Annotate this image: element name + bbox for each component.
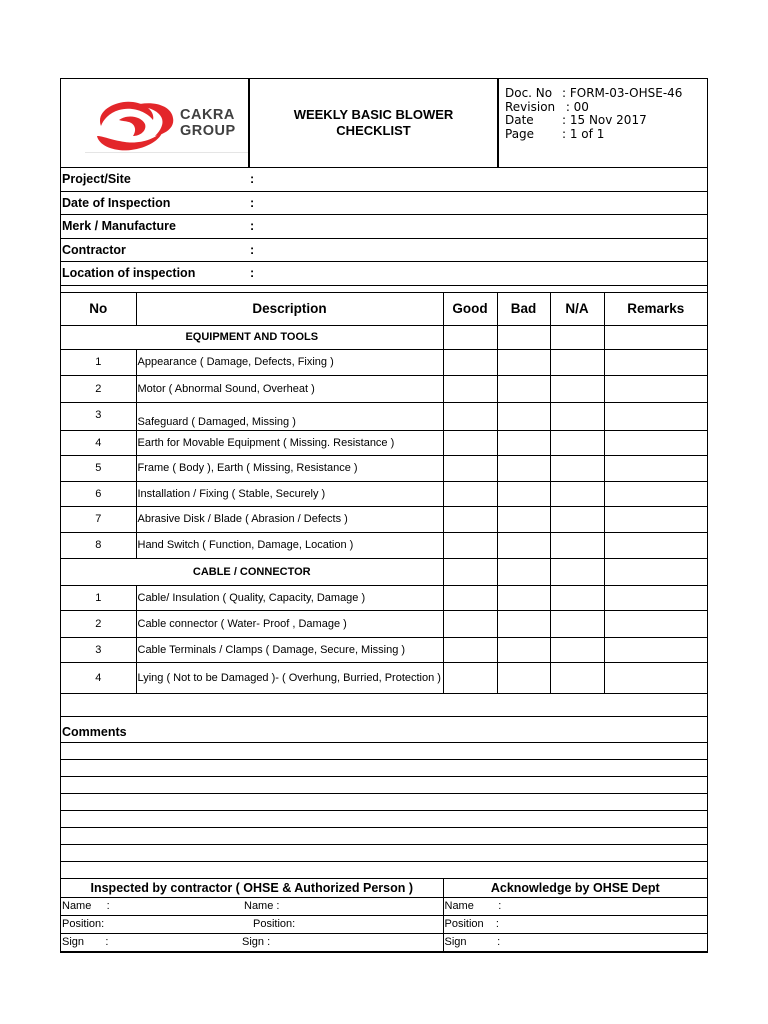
info-row-location[interactable] [61,262,707,286]
signature-row-position[interactable] [61,915,707,933]
blank-cell [61,693,707,716]
bad-cell [497,325,550,349]
col-header-na: N/A [550,293,604,326]
comment-line[interactable] [61,759,707,776]
item-no: 5 [61,455,136,481]
bad-checkbox[interactable] [497,585,550,610]
blank-row [61,693,707,716]
comment-line[interactable] [61,861,707,878]
info-row-manufacture[interactable] [61,215,707,239]
na-checkbox[interactable] [550,610,604,637]
spacer-row [61,286,707,293]
good-checkbox[interactable] [443,402,497,430]
item-description: Safeguard ( Damaged, Missing ) [136,402,443,430]
info-colon: : [250,219,255,234]
bad-checkbox[interactable] [497,637,550,662]
good-checkbox[interactable] [443,637,497,662]
section-title: EQUIPMENT AND TOOLS [61,325,443,349]
inspector-sign-field[interactable] [61,933,443,951]
na-checkbox[interactable] [550,637,604,662]
contractor-name-label: Name : [62,900,110,912]
meta-key: Date [505,113,534,127]
col-header-remarks: Remarks [604,293,707,326]
item-description: Cable/ Insulation ( Quality, Capacity, Damage ) [136,585,443,610]
sig-inner [62,900,443,912]
table-row [61,481,707,506]
meta-row [505,114,707,128]
remarks-cell [604,325,707,349]
comment-line[interactable] [61,776,707,793]
col-header-good: Good [443,293,497,326]
meta-row [505,128,707,142]
comment-line[interactable] [61,793,707,810]
remarks-field[interactable] [604,506,707,532]
bad-checkbox[interactable] [497,662,550,693]
na-checkbox[interactable] [550,375,604,402]
item-no: 1 [61,585,136,610]
item-no: 8 [61,532,136,558]
item-no: 1 [61,349,136,375]
inspector-position-field[interactable] [61,915,443,933]
info-label: Project/Site [62,172,131,187]
meta-row [505,87,707,101]
col-header-no: No [61,293,136,326]
form-title [250,79,499,167]
comment-line-cell[interactable] [61,793,707,810]
bad-checkbox[interactable] [497,455,550,481]
item-no: 2 [61,375,136,402]
table-row [61,402,707,430]
meta-row [505,101,707,115]
col-header-bad: Bad [497,293,550,326]
meta-value: : 00 [562,99,589,114]
good-checkbox[interactable] [443,455,497,481]
signature-row-sign[interactable] [61,933,707,951]
table-row [61,455,707,481]
comment-line-cell[interactable] [61,827,707,844]
meta-key: Revision [505,99,556,114]
good-checkbox[interactable] [443,481,497,506]
info-label: Merk / Manufacture [62,219,176,234]
comment-line[interactable] [61,844,707,861]
bad-checkbox[interactable] [497,481,550,506]
remarks-field[interactable] [604,637,707,662]
comments-label: Comments [61,716,707,742]
logo-line2: GROUP [180,123,236,139]
item-no: 6 [61,481,136,506]
item-description: Cable connector ( Water- Proof , Damage ) [136,610,443,637]
signature-row-name[interactable] [61,897,707,915]
good-checkbox[interactable] [443,349,497,375]
logo-line1: CAKRA [180,107,235,123]
title-line1: WEEKLY BASIC BLOWER [293,107,454,122]
bad-checkbox[interactable] [497,506,550,532]
item-description: Motor ( Abnormal Sound, Overheat ) [136,375,443,402]
document-meta [499,79,707,167]
comment-line-cell[interactable] [61,776,707,793]
remarks-cell [604,558,707,585]
bad-checkbox[interactable] [497,349,550,375]
comment-line-cell[interactable] [61,810,707,827]
good-cell [443,325,497,349]
bad-cell [497,558,550,585]
remarks-field[interactable] [604,402,707,430]
item-no: 2 [61,610,136,637]
comment-line[interactable] [61,810,707,827]
remarks-field[interactable] [604,349,707,375]
remarks-field[interactable] [604,455,707,481]
bad-checkbox[interactable] [497,610,550,637]
na-checkbox[interactable] [550,455,604,481]
company-logo [61,79,250,167]
authorized-name-label: Name : [244,900,280,912]
title-line2: CHECKLIST [336,123,411,138]
bad-checkbox[interactable] [497,402,550,430]
info-colon: : [250,242,255,257]
na-checkbox[interactable] [550,349,604,375]
bad-checkbox[interactable] [497,430,550,455]
contractor-sign-label: Sign : [62,936,109,948]
meta-value: : 1 of 1 [562,126,605,141]
remarks-field[interactable] [604,375,707,402]
table-row [61,610,707,637]
inspected-by-title: Inspected by contractor ( OHSE & Authorized Person ) [61,878,443,897]
na-cell [550,325,604,349]
info-label: Date of Inspection [62,195,171,210]
item-no: 4 [61,430,136,455]
item-description: Hand Switch ( Function, Damage, Location ) [136,532,443,558]
item-no: 4 [61,662,136,693]
checklist-table [61,293,707,952]
item-description: Installation / Fixing ( Stable, Securely ) [136,481,443,506]
bad-checkbox[interactable] [497,375,550,402]
info-row-contractor[interactable] [61,239,707,263]
good-cell [443,558,497,585]
na-checkbox[interactable] [550,402,604,430]
comment-line-cell[interactable] [61,861,707,878]
table-row [61,637,707,662]
bad-checkbox[interactable] [497,532,550,558]
comment-line-cell[interactable] [61,844,707,861]
comments-header-row [61,716,707,742]
acknowledge-by-title: Acknowledge by OHSE Dept [443,878,707,897]
table-row [61,375,707,402]
col-header-description: Description [136,293,443,326]
item-description: Lying ( Not to be Damaged )- ( Overhung, Burried, Protection ) [136,662,443,693]
ohse-name-label[interactable]: Name : [443,897,707,915]
sig-inner [62,936,443,948]
na-checkbox[interactable] [550,532,604,558]
info-colon: : [250,172,255,187]
logo-wordmark [180,107,236,139]
item-no: 3 [61,402,136,430]
comment-line[interactable] [61,827,707,844]
na-checkbox[interactable] [550,506,604,532]
item-description: Appearance ( Damage, Defects, Fixing ) [136,349,443,375]
info-row-date-of-inspection[interactable] [61,192,707,216]
table-row [61,662,707,693]
meta-value: : FORM-03-OHSE-46 [562,86,683,100]
ohse-sign-label[interactable]: Sign : [443,933,707,951]
good-checkbox[interactable] [443,430,497,455]
meta-key: Doc. No [505,86,553,100]
contractor-position-label: Position: [62,918,105,930]
remarks-field[interactable] [604,585,707,610]
good-checkbox[interactable] [443,585,497,610]
ohse-position-label[interactable]: Position : [443,915,707,933]
comment-line-cell[interactable] [61,759,707,776]
na-checkbox[interactable] [550,662,604,693]
form-header [61,79,707,168]
good-checkbox[interactable] [443,532,497,558]
item-no: 7 [61,506,136,532]
meta-key: Page [505,126,535,141]
info-label: Location of inspection [62,266,196,281]
table-row [61,506,707,532]
authorized-position-label: Position: [253,918,296,930]
item-description: Earth for Movable Equipment ( Missing. Resistance ) [136,430,443,455]
table-header-row [61,293,707,326]
section-header-equipment [61,325,707,349]
remarks-field[interactable] [604,430,707,455]
remarks-field[interactable] [604,662,707,693]
inspector-name-field[interactable] [61,897,443,915]
na-checkbox[interactable] [550,585,604,610]
remarks-field[interactable] [604,481,707,506]
item-no: 3 [61,637,136,662]
good-checkbox[interactable] [443,375,497,402]
sig-inner [62,918,443,930]
comment-line-cell[interactable] [61,742,707,759]
section-title: CABLE / CONNECTOR [61,558,443,585]
good-checkbox[interactable] [443,610,497,637]
good-checkbox[interactable] [443,506,497,532]
table-row [61,532,707,558]
section-header-cable [61,558,707,585]
table-row [61,585,707,610]
table-row [61,349,707,375]
item-description: Abrasive Disk / Blade ( Abrasion / Defects ) [136,506,443,532]
good-checkbox[interactable] [443,662,497,693]
info-colon: : [250,195,255,210]
comment-line[interactable] [61,742,707,759]
info-colon: : [250,266,255,281]
checklist-form [60,78,708,953]
info-row-project-site[interactable] [61,168,707,192]
logo-divider [85,152,248,153]
signature-header-row [61,878,707,897]
remarks-field[interactable] [604,610,707,637]
table-row [61,430,707,455]
item-description: Frame ( Body ), Earth ( Missing, Resistance ) [136,455,443,481]
info-label: Contractor [62,242,126,257]
item-description: Cable Terminals / Clamps ( Damage, Secure, Missing ) [136,637,443,662]
na-cell [550,558,604,585]
na-checkbox[interactable] [550,430,604,455]
na-checkbox[interactable] [550,481,604,506]
meta-value: : 15 Nov 2017 [562,113,647,127]
cakra-logo-icon [89,96,177,154]
remarks-field[interactable] [604,532,707,558]
authorized-sign-label: Sign : [242,936,271,948]
